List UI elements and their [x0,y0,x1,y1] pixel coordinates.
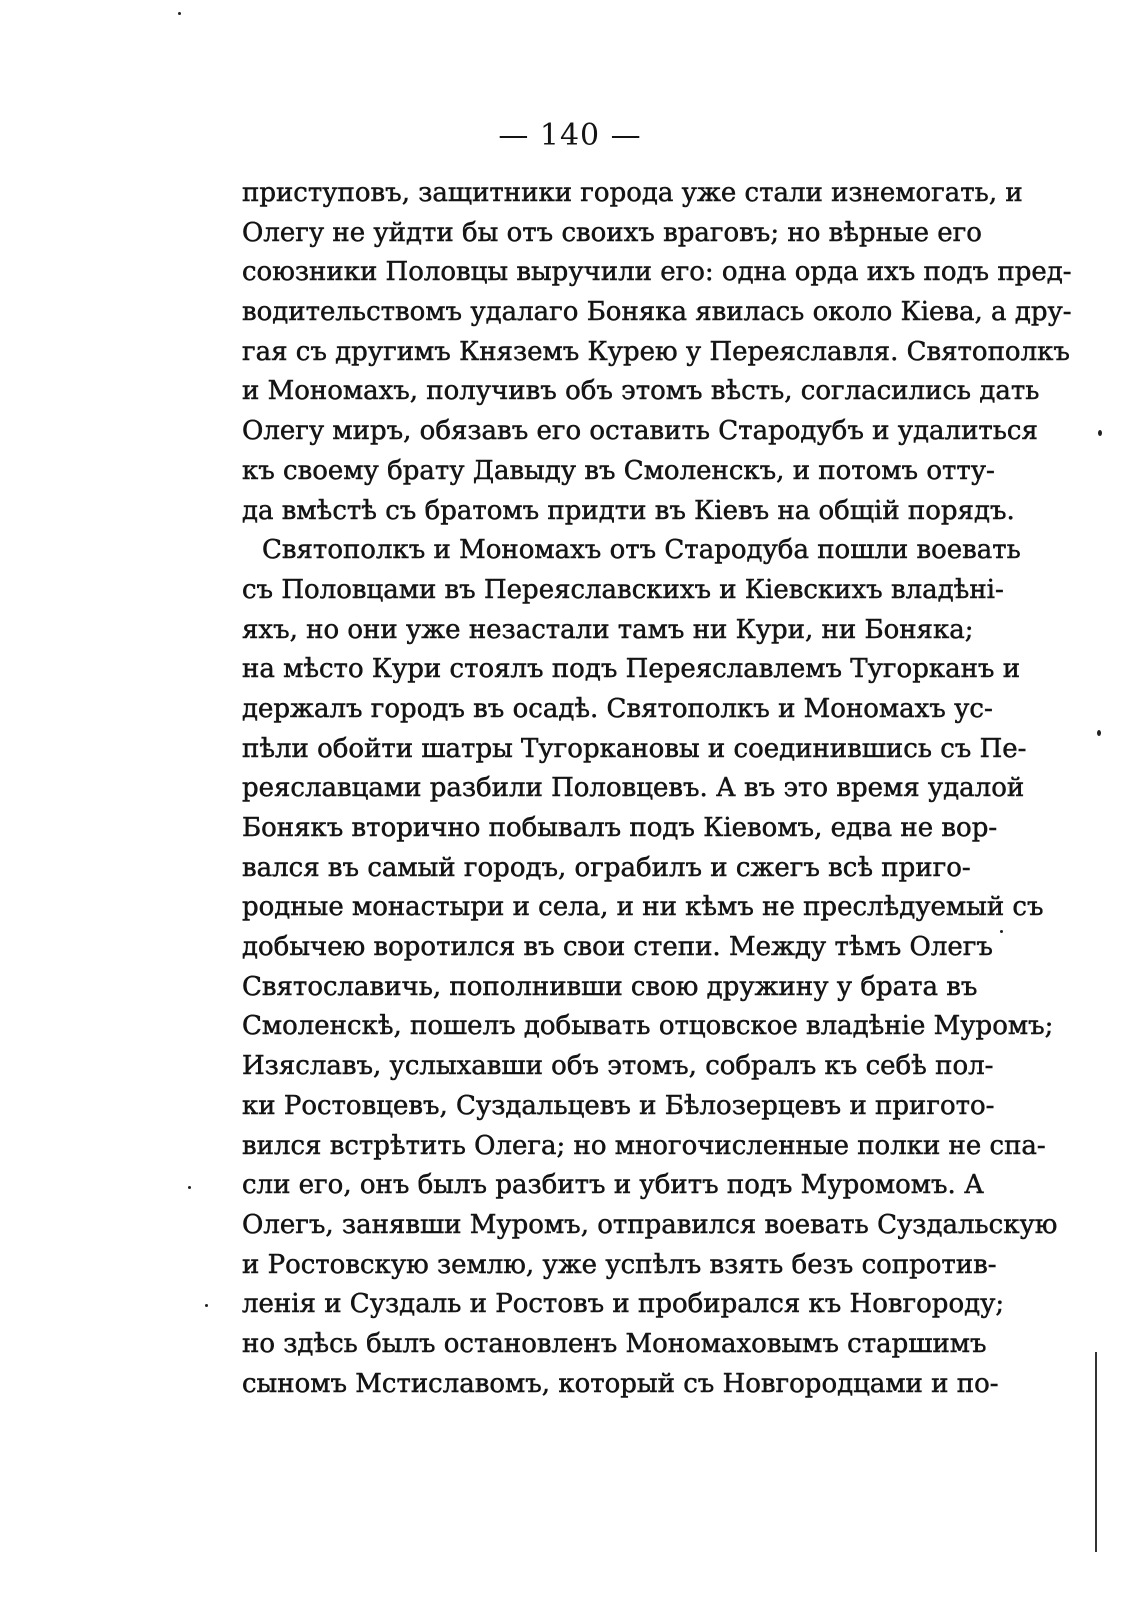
text-line: Олегу миръ, обязавъ его оставить Стародубъ и удалиться [242,416,1038,447]
text-line: вался въ самый городъ, ограбилъ и сжегъ всѣ приго- [242,852,971,883]
scan-speck [205,1304,208,1307]
text-line: да вмѣстѣ съ братомъ придти въ Кіевъ на общій порядъ. [242,495,1015,526]
text-line: Смоленскѣ, пошелъ добывать отцовское владѣніе Муромъ; [242,1011,1054,1042]
text-line: родные монастыри и села, и ни кѣмъ не преслѣдуемый съ [242,892,1044,923]
text-line: и Мономахъ, получивъ объ этомъ вѣсть, согласились дать [242,376,1040,407]
text-line: къ своему брату Давыду въ Смоленскъ, и потомъ отту- [242,455,995,486]
scan-speck [188,1186,191,1189]
text-line: Олегъ, занявши Муромъ, отправился воевать Суздальскую [242,1209,1058,1240]
scan-speck [1097,730,1101,736]
text-line: сыномъ Мстиславомъ, который съ Новгородцами и по- [242,1368,999,1399]
text-line: съ Половцами въ Переяславскихъ и Кіевскихъ владѣні- [242,574,1004,605]
text-line: ленія и Суздаль и Ростовъ и пробирался къ Новгороду; [242,1289,1005,1320]
scan-edge-line [1095,1352,1097,1552]
text-line: ки Ростовцевъ, Суздальцевъ и Бѣлозерцевъ и пригото- [242,1090,995,1121]
scan-speck [1098,430,1102,436]
text-line: союзники Половцы выручили его: одна орда ихъ подъ пред- [242,257,1072,288]
text-line: Изяславъ, услыхавши объ этомъ, собралъ къ себѣ пол- [242,1051,994,1082]
text-line: Олегу не уйдти бы отъ своихъ враговъ; но вѣрные его [242,217,982,248]
body-text [242,174,1072,1404]
text-line: гая съ другимъ Княземъ Курею у Переяславля. Святополкъ [242,336,1070,367]
text-line: водительствомъ удалаго Боняка явилась около Кіева, а дру- [242,297,1072,328]
text-line: пѣли обойти шатры Тугоркановы и соединившись съ Пе- [242,733,1027,764]
paragraph-start-line: Святополкъ и Мономахъ отъ Стародуба пошли воевать [262,535,1021,566]
text-line: добычею воротился въ свои степи. Между тѣмъ Олегъ [242,932,993,963]
text-line: но здѣсь былъ остановленъ Мономаховымъ старшимъ [242,1328,987,1359]
text-line: сли его, онъ былъ разбитъ и убитъ подъ Муромомъ. А [242,1170,984,1201]
text-line: вился встрѣтить Олега; но многочисленные полки не спа- [242,1130,1046,1161]
text-line: реяславцами разбили Половцевъ. А въ это время удалой [242,773,1025,804]
scan-speck [178,12,181,15]
text-line: Бонякъ вторично побывалъ подъ Кіевомъ, едва не вор- [242,813,998,843]
page-number: — 140 — [498,118,642,153]
text-line: держалъ городъ въ осадѣ. Святополкъ и Мономахъ ус- [242,693,993,724]
text-line: приступовъ, защитники города уже стали изнемогать, и [242,178,1023,208]
scan-speck [1000,930,1003,933]
text-line: и Ростовскую землю, уже успѣлъ взять безъ сопротив- [242,1249,997,1280]
text-line: яхъ, но они уже незастали тамъ ни Кури, ни Боняка; [242,614,974,645]
text-line: Святославичь, пополнивши свою дружину у брата въ [242,971,978,1002]
text-line: на мѣсто Кури стоялъ подъ Переяславлемъ Тугорканъ и [242,654,1021,685]
